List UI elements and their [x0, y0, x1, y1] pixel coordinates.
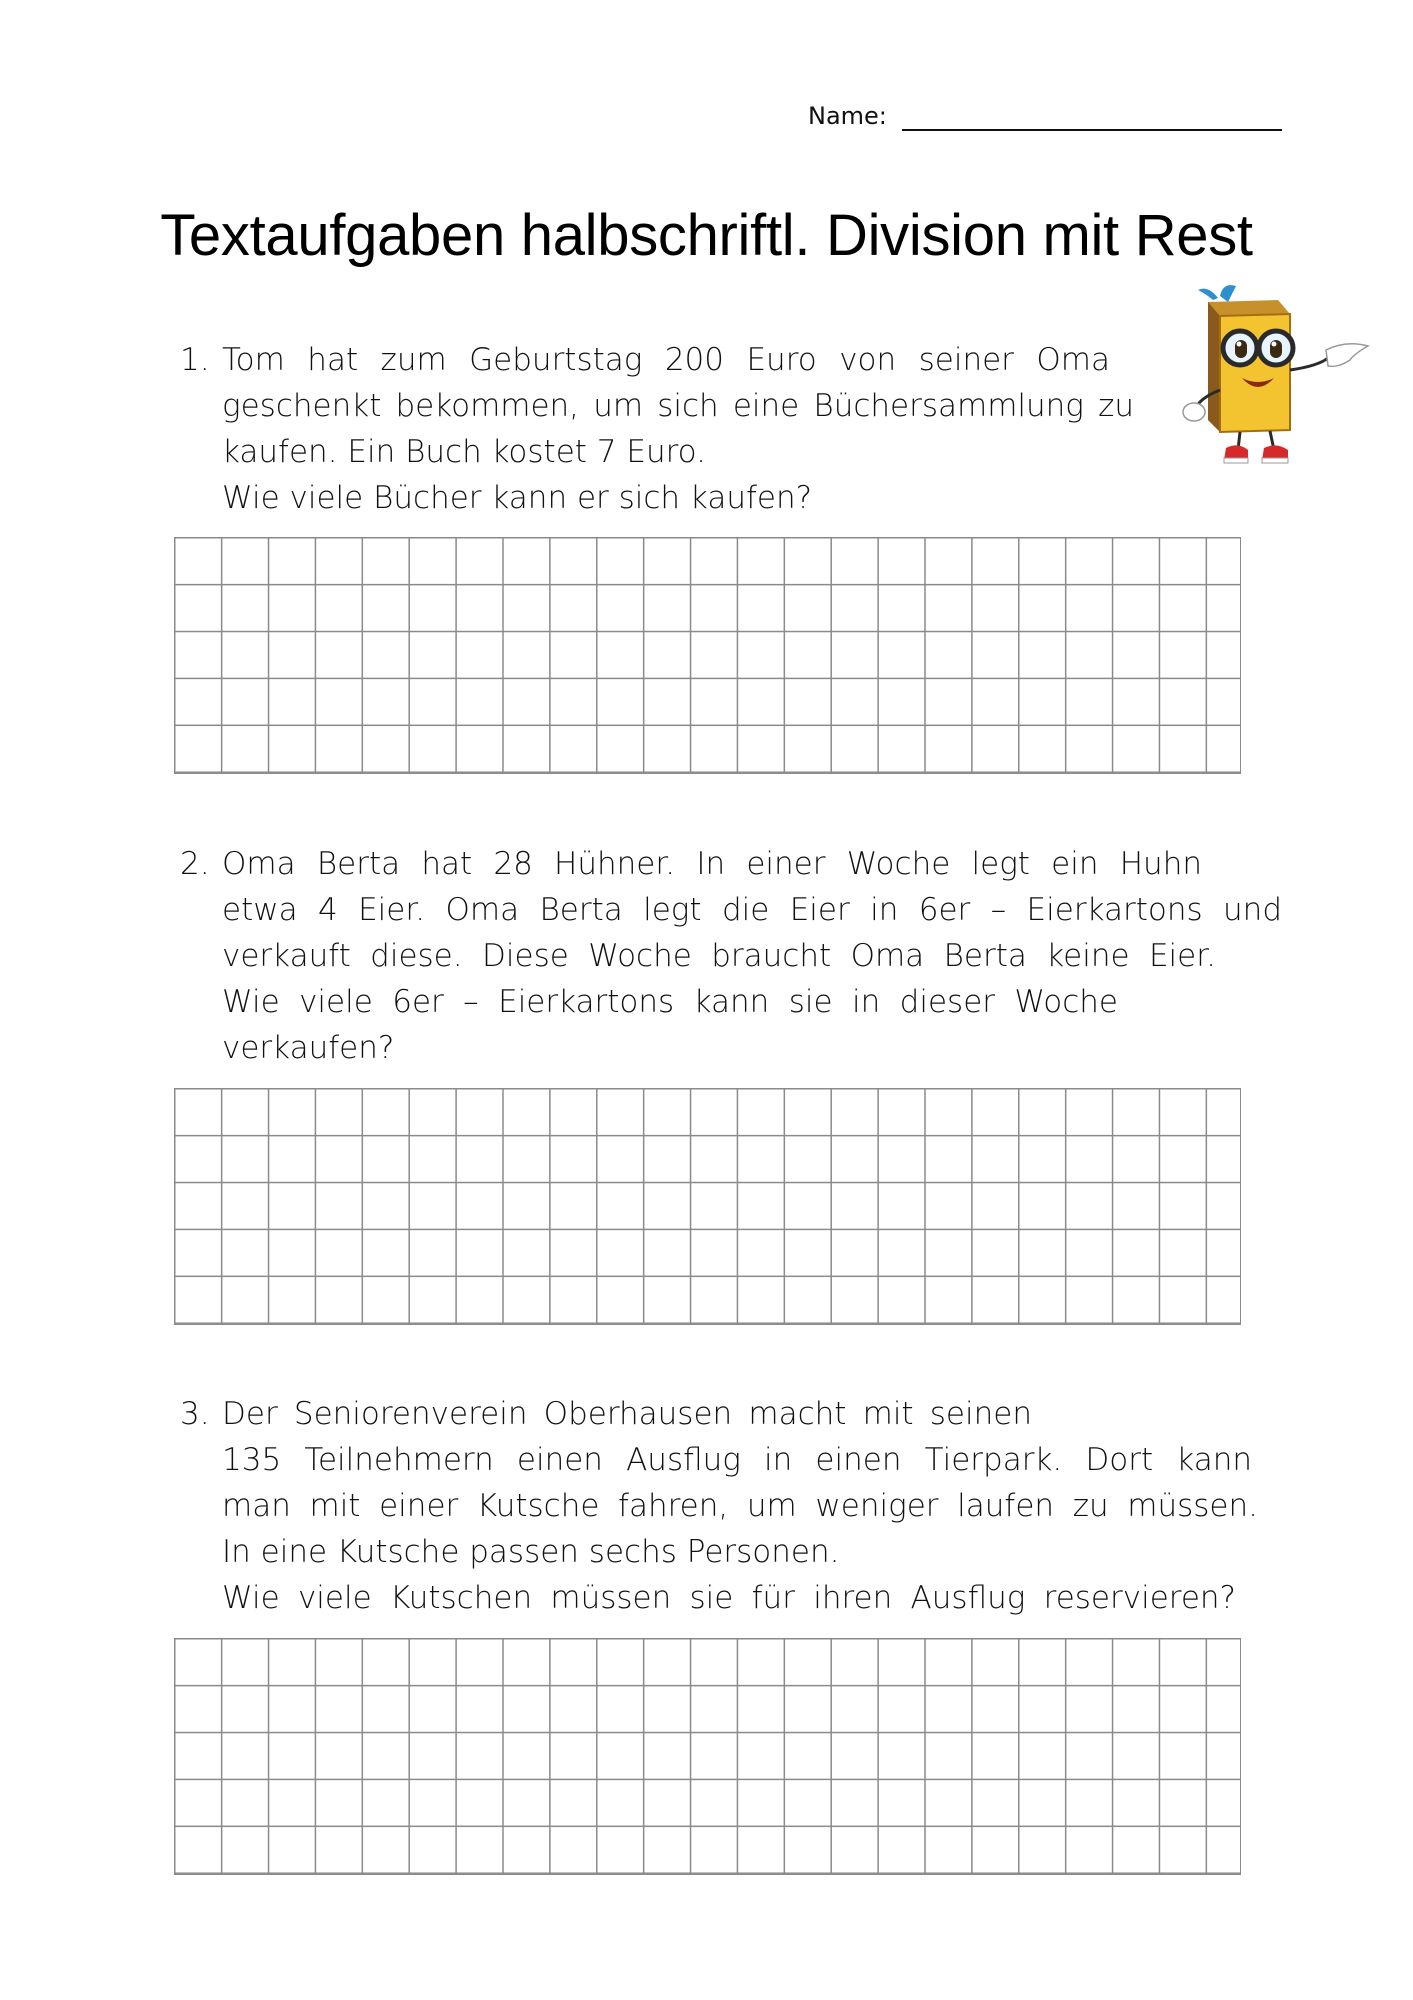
answer-grid-3[interactable] [174, 1638, 1241, 1875]
task-text-line: etwa 4 Eier. Oma Berta legt die Eier in 6er – Eierkartons und [222, 892, 1282, 928]
task-text-line: Wie viele 6er – Eierkartons kann sie in dieser Woche [222, 984, 1118, 1020]
task-text-line: Tom hat zum Geburtstag 200 Euro von seiner Oma [222, 342, 1110, 378]
answer-grid-2[interactable] [174, 1088, 1241, 1325]
task-text-line: Der Seniorenverein Oberhausen macht mit seinen [222, 1396, 1032, 1432]
book-mascot-icon [1178, 280, 1378, 470]
task-text-line: kaufen. Ein Buch kostet 7 Euro. [222, 434, 706, 470]
name-label: Name: [808, 102, 887, 130]
page-title: Textaufgaben halbschriftl. Division mit Rest [160, 203, 1253, 268]
task-number: 3. [180, 1396, 210, 1432]
task-text-line: Wie viele Bücher kann er sich kaufen? [222, 480, 813, 516]
task-text-line: Wie viele Kutschen müssen sie für ihren Ausflug reservieren? [222, 1580, 1236, 1616]
task-text-line: verkaufen? [222, 1030, 395, 1066]
task-text-line: 135 Teilnehmern einen Ausflug in einen Tierpark. Dort kann [222, 1442, 1252, 1478]
task-number: 1. [180, 342, 210, 378]
task-text-line: geschenkt bekommen, um sich eine Büchersammlung zu [222, 388, 1134, 424]
name-field[interactable] [902, 129, 1282, 131]
task-text-line: Oma Berta hat 28 Hühner. In einer Woche legt ein Huhn [222, 846, 1202, 882]
task-text-line: In eine Kutsche passen sechs Personen. [222, 1534, 840, 1570]
answer-grid-1[interactable] [174, 537, 1241, 774]
task-number: 2. [180, 846, 210, 882]
task-text-line: man mit einer Kutsche fahren, um weniger laufen zu müssen. [222, 1488, 1258, 1524]
task-text-line: verkauft diese. Diese Woche braucht Oma Berta keine Eier. [222, 938, 1216, 974]
